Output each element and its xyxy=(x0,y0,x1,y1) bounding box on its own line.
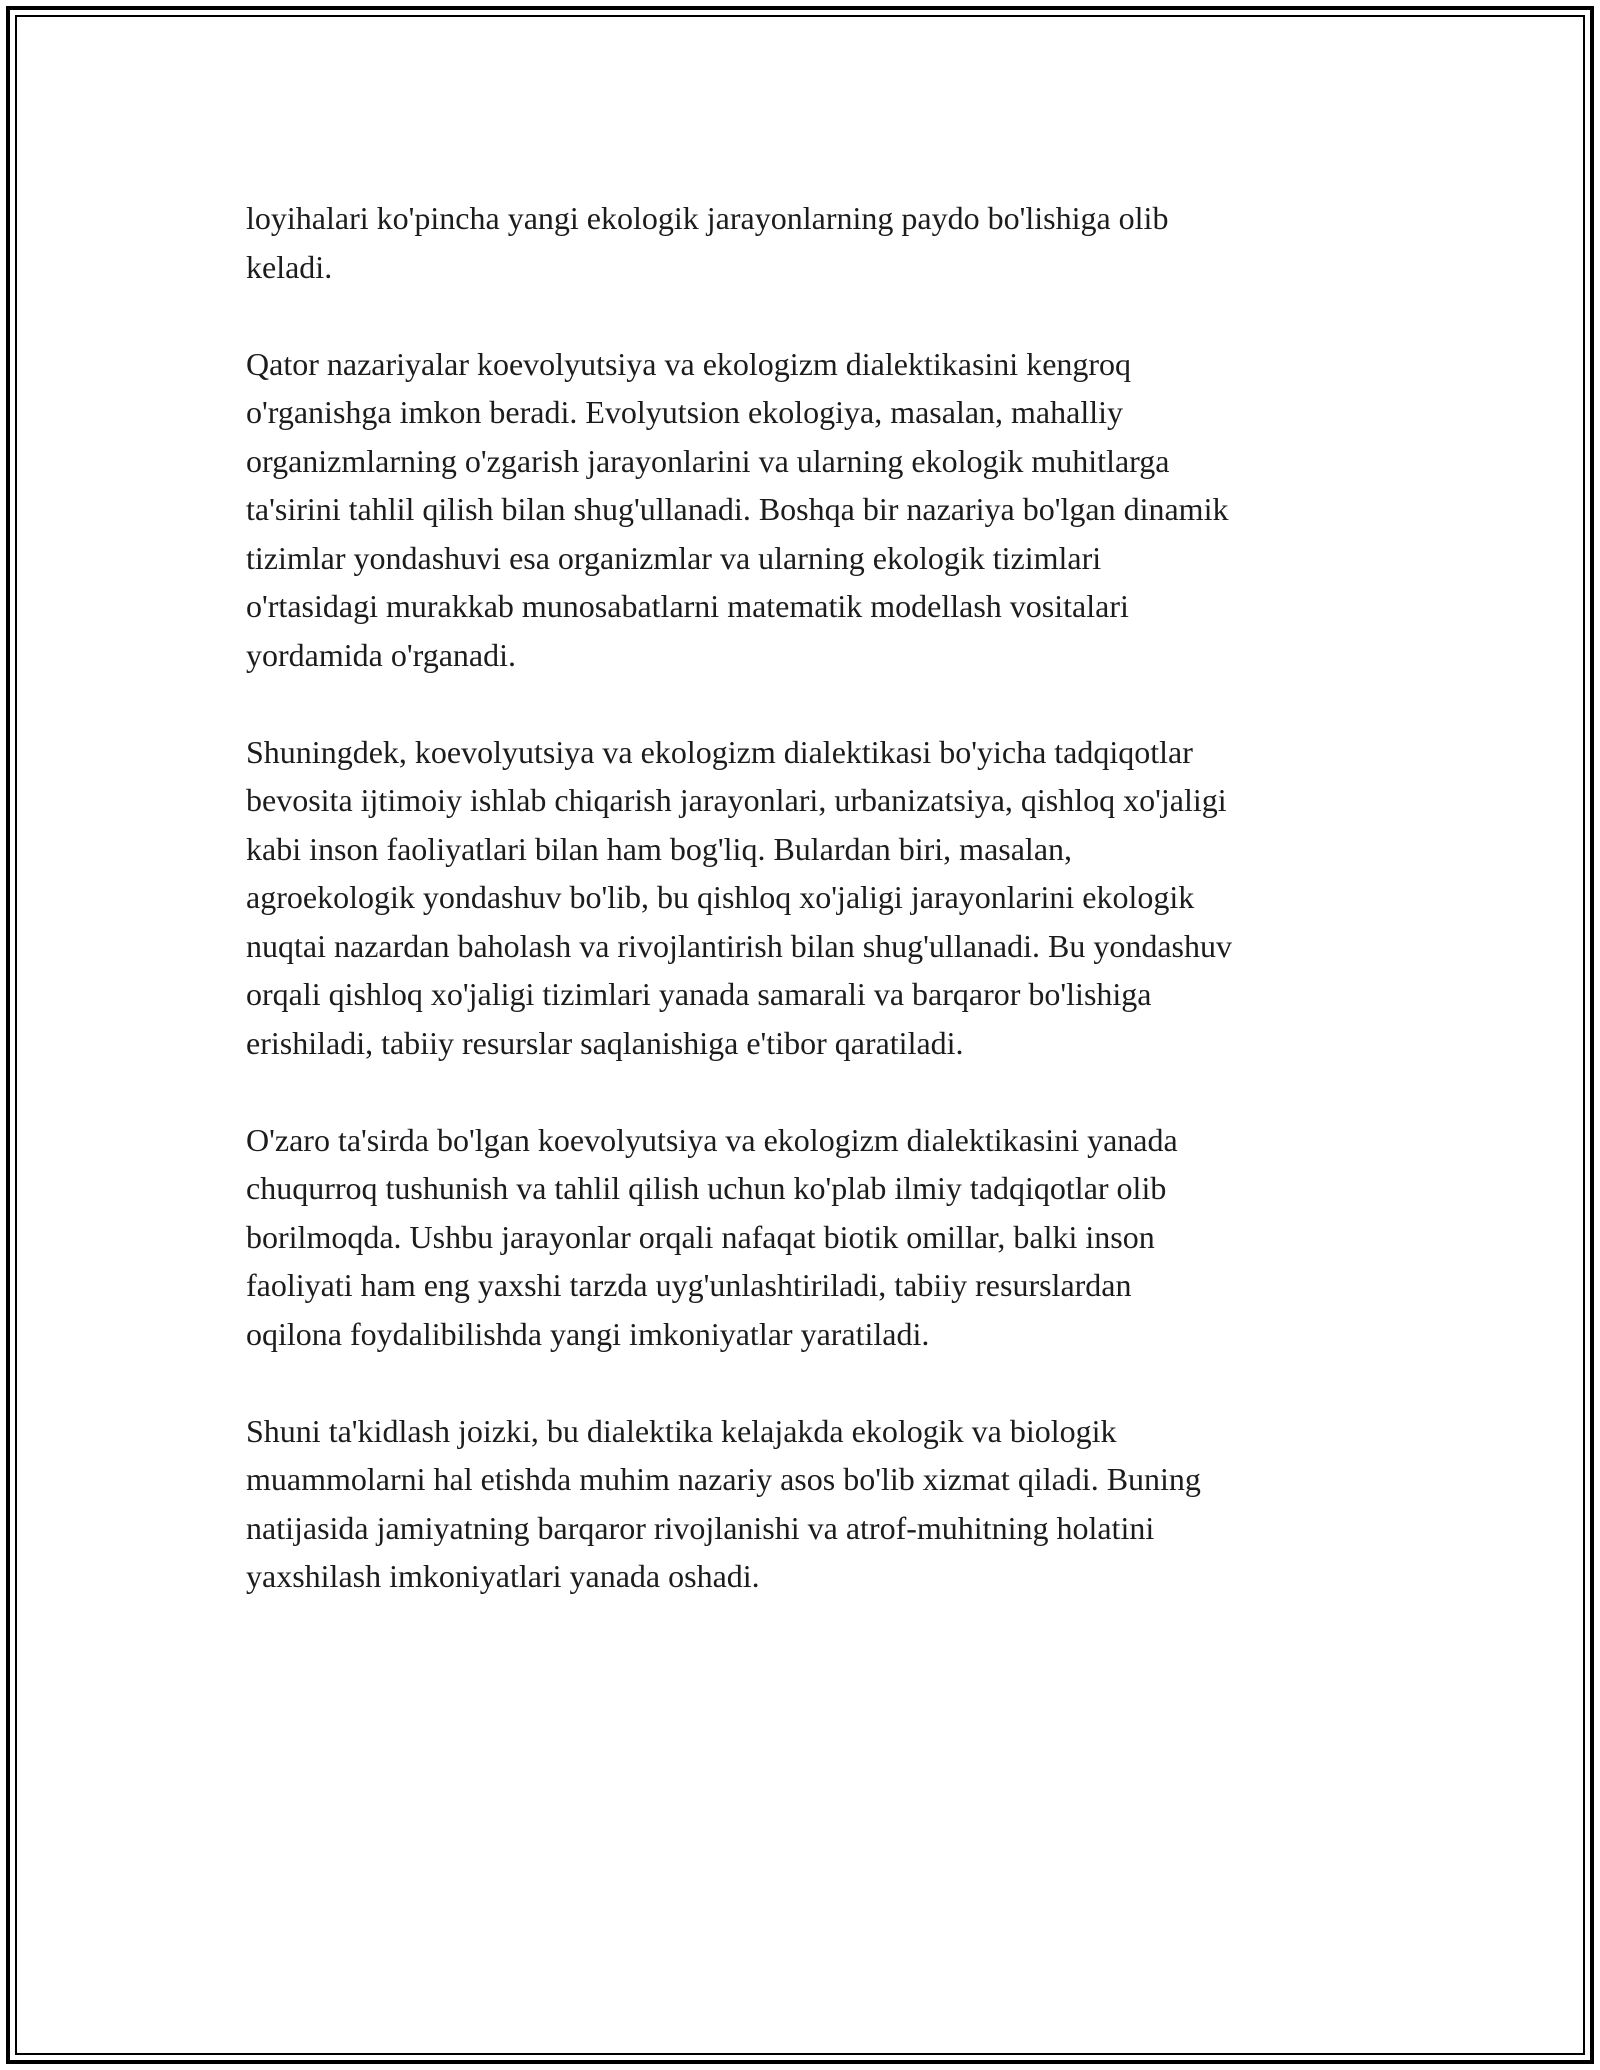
text-line: organizmlarning o'zgarish jarayonlarini va ularning ekologik muhitlarga xyxy=(246,442,1170,479)
text-line: muammolarni hal etishda muhim nazariy asos bo'lib xizmat qiladi. Buning xyxy=(246,1461,1201,1497)
text-line: bevosita ijtimoiy ishlab chiqarish jarayonlari, urbanizatsiya, qishloq xo'jaligi xyxy=(246,782,1227,818)
text-line: Shuni ta'kidlash joizki, bu dialektika kelajakda ekologik va biologik xyxy=(246,1412,1117,1449)
text-line: agroekologik yondashuv bo'lib, bu qishloq xo'jaligi jarayonlarini ekologik xyxy=(246,879,1195,915)
text-line: kabi inson faoliyatlari bilan ham bog'liq. Bulardan biri, masalan, xyxy=(246,830,1073,867)
text-line: orqali qishloq xo'jaligi tizimlari yanada samarali va barqaror bo'lishiga xyxy=(246,976,1152,1012)
paragraph-3 xyxy=(246,728,1396,1068)
text-line: nuqtai nazardan baholash va rivojlantirish bilan shug'ullanadi. Bu yondashuv xyxy=(246,927,1232,964)
text-line: yaxshilash imkoniyatlari yanada oshadi. xyxy=(246,1558,760,1594)
paragraph-4 xyxy=(246,1116,1396,1359)
text-line: faoliyati ham eng yaxshi tarzda uyg'unlashtiriladi, tabiiy resurslardan xyxy=(246,1267,1132,1303)
page-border xyxy=(6,6,1594,2064)
text-line: O'zaro ta'sirda bo'lgan koevolyutsiya va ekologizm dialektikasini yanada xyxy=(246,1121,1178,1158)
paragraph-2 xyxy=(246,340,1396,680)
paragraph-5 xyxy=(246,1407,1396,1601)
text-line: Qator nazariyalar koevolyutsiya va ekologizm dialektikasini kengroq xyxy=(246,345,1132,382)
text-line: yordamida o'rganadi. xyxy=(246,636,516,673)
text-line: o'rganishga imkon beradi. Evolyutsion ekologiya, masalan, mahalliy xyxy=(246,394,1123,430)
document-body xyxy=(246,194,1396,1649)
text-line: erishiladi, tabiiy resurslar saqlanishiga e'tibor qaratiladi. xyxy=(246,1024,964,1061)
text-line: oqilona foydalibilishda yangi imkoniyatlar yaratiladi. xyxy=(246,1315,930,1352)
text-line: keladi. xyxy=(246,248,333,285)
text-line: ta'sirini tahlil qilish bilan shug'ullanadi. Boshqa bir nazariya bo'lgan dinamik xyxy=(246,491,1229,527)
text-line: o'rtasidagi murakkab munosabatlarni matematik modellash vositalari xyxy=(246,588,1129,624)
text-line: tizimlar yondashuvi esa organizmlar va ularning ekologik tizimlari xyxy=(246,539,1102,576)
text-line: loyihalari ko'pincha yangi ekologik jarayonlarning paydo bo'lishiga olib xyxy=(246,200,1169,236)
text-line: Shuningdek, koevolyutsiya va ekologizm dialektikasi bo'yicha tadqiqotlar xyxy=(246,733,1193,770)
text-line: borilmoqda. Ushbu jarayonlar orqali nafaqat biotik omillar, balki inson xyxy=(246,1218,1155,1255)
text-line: natijasida jamiyatning barqaror rivojlanishi va atrof-muhitning holatini xyxy=(246,1509,1155,1546)
paragraph-1 xyxy=(246,194,1396,291)
text-line: chuqurroq tushunish va tahlil qilish uchun ko'plab ilmiy tadqiqotlar olib xyxy=(246,1170,1167,1206)
